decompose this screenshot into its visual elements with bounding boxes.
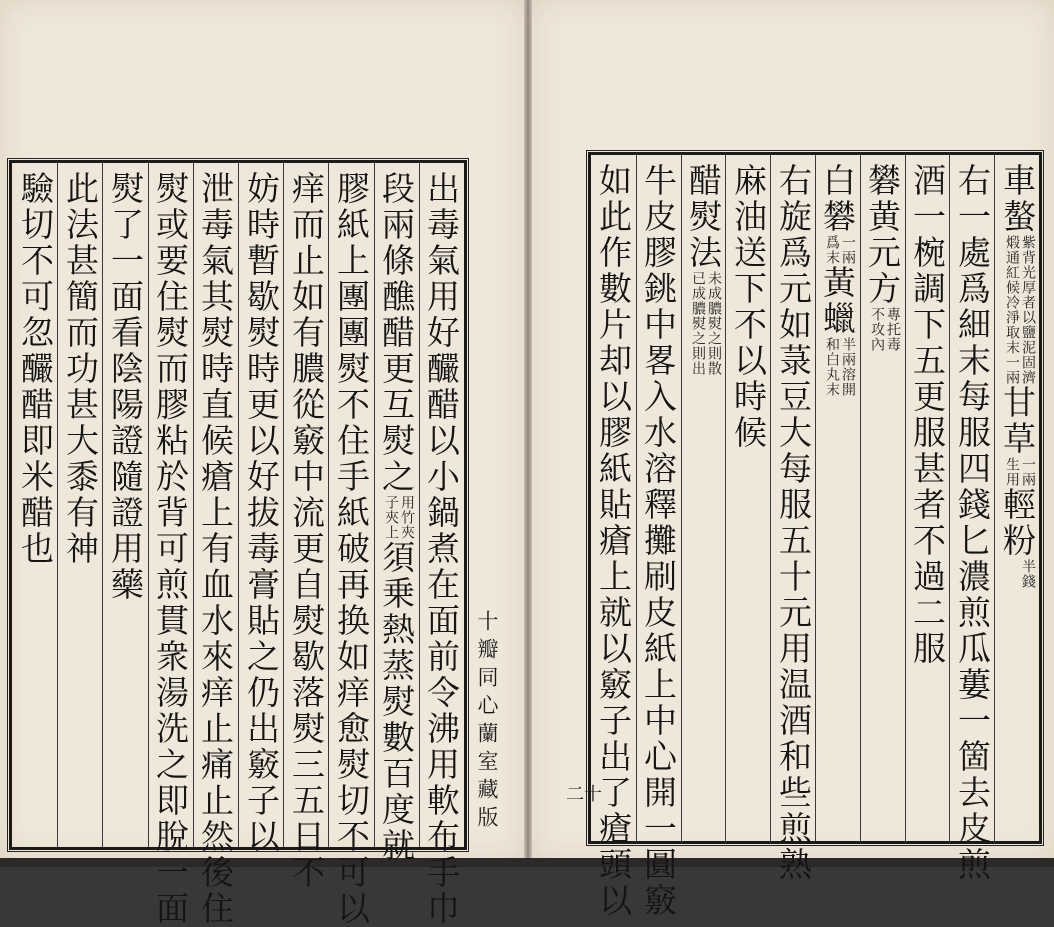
column-rule — [328, 163, 329, 847]
column-text: 熨了一面看陰陽證隨證用藥 — [106, 171, 145, 603]
text-column — [774, 163, 812, 883]
column-text: 膠紙上團團熨不住手紙破再换如痒愈熨切不可以 — [332, 171, 371, 927]
note-line: 未成膿熨之則散 — [706, 271, 722, 376]
note-line: 半錢 — [1020, 559, 1036, 589]
text-column — [422, 171, 460, 927]
note-line: 生用 — [1004, 457, 1020, 487]
column-text: 驗切不可忽釅醋即米醋也 — [16, 171, 55, 567]
main-text: 車螯 — [998, 163, 1037, 235]
text-column — [16, 171, 54, 567]
text-column — [242, 171, 280, 855]
text-column — [151, 171, 189, 927]
main-text: 醋熨法 — [684, 163, 723, 271]
left-text-frame — [9, 160, 467, 927]
column-text: 如此作數片却以膠紙貼瘡上就以竅子出了瘡頭以 — [594, 163, 633, 919]
text-column — [908, 163, 946, 667]
column-rule — [681, 155, 682, 841]
note-line: 子夾上 — [383, 495, 399, 540]
main-text: 礬黄元方 — [863, 163, 902, 307]
interlinear-note — [1004, 235, 1036, 385]
text-column — [287, 171, 325, 891]
text-column — [196, 171, 234, 927]
text-column — [684, 163, 722, 376]
main-text: 白礬 — [818, 163, 857, 235]
note-line: 和白丸末 — [824, 337, 840, 397]
column-rule — [636, 155, 637, 841]
main-text: 黃蠟 — [818, 265, 857, 337]
column-rule — [57, 163, 58, 847]
column-text: 右旋爲元如菉豆大每服五十元用温酒和些煎熟 — [774, 163, 813, 883]
column-rule — [238, 163, 239, 847]
text-column — [332, 171, 370, 927]
text-column — [639, 163, 677, 919]
column-text: 右一處爲細末每服四錢匕濃煎瓜蔞一箇去皮煎 — [953, 163, 992, 883]
main-text: 輕粉 — [998, 487, 1037, 559]
text-column — [106, 171, 144, 603]
book-gutter — [524, 0, 532, 867]
page-number: 二十 — [566, 784, 602, 805]
column-text: 妨時暫歇熨時更以好拔毒膏貼之仍出竅子以 — [242, 171, 281, 855]
column-text: 此法甚簡而功甚大黍有神 — [61, 171, 100, 567]
column-rule — [815, 155, 816, 841]
note-line: 半兩溶開 — [840, 337, 856, 397]
column-rule — [905, 155, 906, 841]
column-rule — [949, 155, 950, 841]
column-text: 熨或要住熨而膠粘於背可煎貫衆湯洗之即脫一面 — [151, 171, 190, 927]
note-line: 已成膿熨之則出 — [690, 271, 706, 376]
column-text: 痒而止如有膿從竅中流更自熨歇落熨三五日不 — [287, 171, 326, 891]
column-rule — [419, 163, 420, 847]
column-text: 酒一椀調下五更服甚者不過二服 — [908, 163, 947, 667]
column-rule — [725, 155, 726, 841]
column-rule — [193, 163, 194, 847]
column-rule — [148, 163, 149, 847]
interlinear-note — [1020, 559, 1036, 589]
note-line: 爲末 — [824, 235, 840, 265]
interlinear-note — [1004, 457, 1036, 487]
text-column — [61, 171, 99, 567]
note-line: 紫背光厚者以鹽泥固濟 — [1020, 235, 1036, 385]
interlinear-note — [383, 495, 415, 540]
column-text: 泄毒氣其熨時直候瘡上有血水來痒止痛止然後住 — [196, 171, 235, 927]
column-text: 麻油送下不以時候 — [729, 163, 768, 451]
text-column — [729, 163, 767, 451]
note-line: 用竹夾 — [399, 495, 415, 540]
text-column — [953, 163, 991, 883]
interlinear-note — [824, 235, 856, 265]
text-column — [818, 163, 856, 397]
note-line: 一兩 — [1020, 457, 1036, 487]
main-text: 甘草 — [998, 385, 1037, 457]
column-rule — [994, 155, 995, 841]
column-rule — [102, 163, 103, 847]
note-line: 一兩 — [840, 235, 856, 265]
main-text: 段兩條醮醋更互熨之 — [377, 171, 416, 495]
column-text: 出毒氣用好釅醋以小鍋煮在面前令沸用軟布手巾 — [422, 171, 461, 927]
column-rule — [860, 155, 861, 841]
note-line: 不攻內 — [869, 307, 885, 352]
block-center-label: 十瓣同心蘭室藏版 — [475, 610, 499, 834]
column-rule — [770, 155, 771, 841]
column-rule — [283, 163, 284, 847]
interlinear-note — [690, 271, 722, 376]
note-line: 煅通紅候冷淨取末一兩 — [1004, 235, 1020, 385]
interlinear-note — [824, 337, 856, 397]
main-text: 須乗熱蒸熨數百度就 — [377, 540, 416, 864]
interlinear-note — [869, 307, 901, 352]
note-line: 專托毒 — [885, 307, 901, 352]
text-column — [863, 163, 901, 352]
column-rule — [374, 163, 375, 847]
column-text: 牛皮膠銚中畧入水溶釋攤刷皮紙上中心開一圓竅 — [639, 163, 678, 919]
text-column — [998, 163, 1036, 589]
right-text-frame — [588, 152, 1042, 919]
text-column — [377, 171, 416, 864]
